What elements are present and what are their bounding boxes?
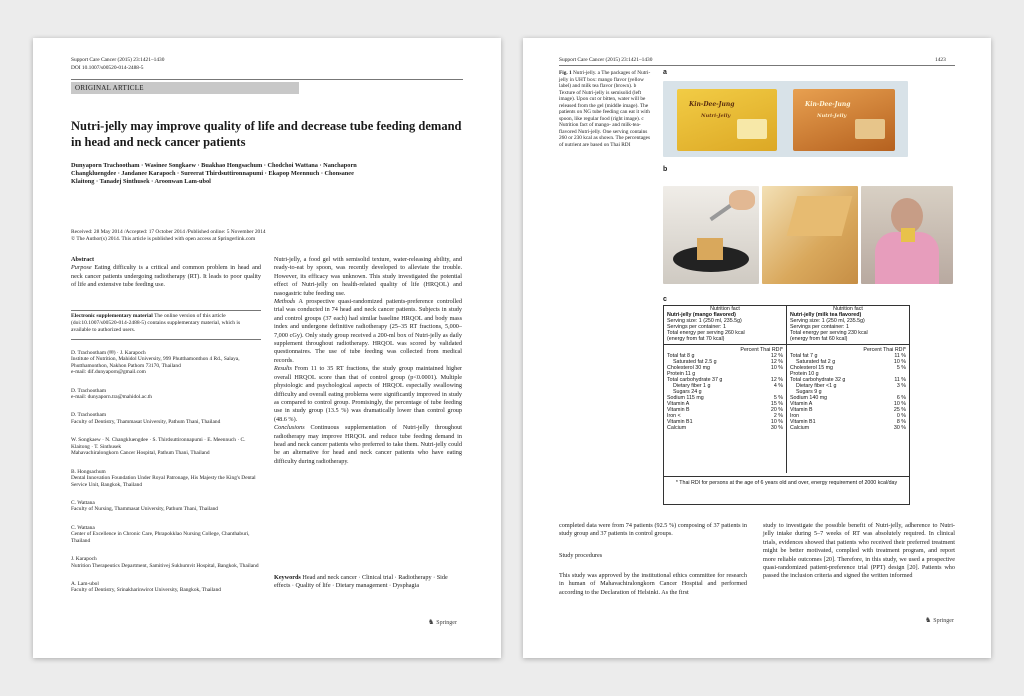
nutrient-rdi-value: 10 % xyxy=(770,419,783,425)
energy-from-fat: (energy from fat 70 kcal) xyxy=(667,336,725,342)
nutrient-name: Calcium xyxy=(667,425,687,431)
nutrient-name: Vitamin B xyxy=(667,407,690,413)
nutrient-row xyxy=(787,425,909,431)
panel-c-label: c xyxy=(663,296,667,303)
abstract-methods xyxy=(274,298,462,365)
jelly-cube-image xyxy=(737,119,767,139)
servings-per-container: Servings per container: 1 xyxy=(790,324,849,330)
jelly-box-image xyxy=(901,228,915,242)
affiliation-item: C. Wattana Center of Excellence in Chronic Care, Phrapokklao Nursing College, Chanthaburi, Thailand xyxy=(71,524,250,544)
received-dates: Received: 28 May 2014 /Accepted: 17 October 2014 /Published online: 5 November 2014 xyxy=(71,229,266,235)
publisher-logo xyxy=(925,616,954,624)
esm-rule xyxy=(71,310,261,311)
nutrient-rdi-value: 4 % xyxy=(773,383,783,389)
nutrient-rdi-value: 20 % xyxy=(770,407,783,413)
nutrition-column-milktea xyxy=(787,306,909,473)
affiliation-item: J. Karapoch Nutrition Therapeutics Department, Samitivej Sukhumvit Hospital, Bangkok, Thailand xyxy=(71,556,259,569)
nutrient-name: Protein 11 g xyxy=(667,371,696,377)
nutrition-title: Nutrition fact xyxy=(710,306,740,312)
results-label: Results xyxy=(274,365,292,373)
doi[interactable]: DOI 10.1007/s00520-014-2488-5 xyxy=(71,65,144,71)
nutrition-rows xyxy=(787,353,909,431)
nutrient-name: Total carbohydrate 32 g xyxy=(790,377,846,383)
affiliation-rule xyxy=(71,339,261,340)
servings-per-container: Servings per container: 1 xyxy=(667,324,726,330)
nutrient-name: Cholesterol 30 mg xyxy=(667,365,710,371)
nutrient-name: Sugars 24 g xyxy=(673,389,702,395)
nutrition-divider xyxy=(664,344,786,345)
springer-horse-icon: ♞ xyxy=(428,618,435,626)
nutrition-header xyxy=(787,312,909,342)
nutrient-rdi-value: 30 % xyxy=(893,425,906,431)
methods-text: A prospective quasi-randomized patients-preference controlled trial was conducted in 74 head and neck cancer patients. Subjects in study and control groups (37 each) had similar baseline HRQOL and body mass index and undergone definitive radiotherapy (25–35 RT fractions, 5,000–7,000 cGy). Only study group received a 200-ml box of Nutri-jelly as daily supplement throughout radiotherapy. HRQOL was scored by validated questionnaires. The use of tube feeding was collected from medical records. xyxy=(274,298,462,364)
journal-citation: Support Care Cancer (2015) 23:1421–1430 xyxy=(71,57,165,63)
nutrient-rdi-value: 2 % xyxy=(773,413,783,419)
nutrient-rdi-value: 10 % xyxy=(893,359,906,365)
nutrient-name: Vitamin B xyxy=(790,407,813,413)
nutrient-name: Protein 10 g xyxy=(790,371,819,377)
body-left-para1: completed data were from 74 patients (92.5 %) composing of 37 patients in study group and 37 patients in control groups. xyxy=(559,522,747,538)
nutrient-rdi-value: 15 % xyxy=(770,401,783,407)
keywords-text: Head and neck cancer · Clinical trial · Radiotherapy · Side effects · Quality of life · Dietary management · Dysphagia xyxy=(274,574,448,590)
keywords xyxy=(274,574,462,591)
nutrient-rdi-value: 12 % xyxy=(770,377,783,383)
author-list: Dunyaporn Trachootham · Wasinee Songkaew · Buakhao Hongsachum · Chodchoi Wattana · Nanchaporn Changkluengdee · Jandanee Karapoch · Sureerat Thirdsuttironnapumi · Ekapop Meennuch · Chonsanee Klaitong · Tanadej Sinthusek · Aroonwan Lam-ubol xyxy=(71,162,357,186)
nutrient-rdi-value: 11 % xyxy=(894,377,906,383)
nutrient-name: Vitamin B1 xyxy=(790,419,816,425)
affiliation-item: D. Trachootham Faculty of Dentistry, Thammasat University, Pathum Thani, Thailand xyxy=(71,412,221,425)
package-subtitle: Nutri-Jelly xyxy=(817,113,847,119)
nutrient-name: Total fat 7 g xyxy=(790,353,818,359)
product-name: Nutri-jelly (milk tea flavored) xyxy=(790,312,862,318)
nutrition-header xyxy=(664,312,786,342)
package-subtitle: Nutri-Jelly xyxy=(701,113,731,119)
affiliation-item: B. Hongsachum Dental Innovation Foundation Under Royal Patronage, His Majesty the King's Dental Service Unit, Bangkok, Thailand xyxy=(71,468,256,488)
nutrient-name: Vitamin B1 xyxy=(667,419,693,425)
nutrient-rdi-value: 10 % xyxy=(770,365,783,371)
publisher-logo xyxy=(428,618,457,626)
rdi-heading: Percent Thai RDI* xyxy=(863,347,906,353)
package-brand: Kin-Dee-Jung xyxy=(689,101,735,108)
energy-from-fat: (energy from fat 60 kcal) xyxy=(790,336,848,342)
nutrient-rdi-value: 12 % xyxy=(770,359,783,365)
abstract-left-column xyxy=(71,256,261,290)
nutrient-rdi-value: 5 % xyxy=(896,365,906,371)
nutrition-title: Nutrition fact xyxy=(833,306,863,312)
affiliations xyxy=(71,343,261,606)
esm-note xyxy=(71,313,261,335)
nutrient-name: Calcium xyxy=(790,425,810,431)
purpose-text: Eating difficulty is a critical and common problem in head and neck cancer patients undergoing radiotherapy (RT). It leads to poor quality of life and extensive tube feeding use. xyxy=(71,264,262,289)
nutrient-row xyxy=(664,425,786,431)
jelly-block-image xyxy=(787,196,853,236)
nutrition-column-mango xyxy=(664,306,787,473)
article-type-banner: ORIGINAL ARTICLE xyxy=(71,82,299,94)
nutrient-name: Vitamin A xyxy=(790,401,813,407)
package-brand: Kin-Dee-Jung xyxy=(805,101,851,108)
publisher-name: Springer xyxy=(933,618,954,624)
energy: Total energy per serving 260 kcal xyxy=(667,330,745,336)
keywords-label: Keywords xyxy=(274,574,301,581)
nutrient-name: Sodium 115 mg xyxy=(667,395,704,401)
nutrient-name: Saturated fat 2.5 g xyxy=(673,359,717,365)
page-number: 1423 xyxy=(935,57,946,63)
jelly-on-plate-photo xyxy=(663,186,759,284)
header-rule xyxy=(559,65,955,66)
nutrient-name: Cholesterol 15 mg xyxy=(790,365,833,371)
jelly-texture-photo xyxy=(762,186,858,284)
nutrient-name: Vitamin A xyxy=(667,401,690,407)
hand-image xyxy=(729,190,755,210)
affiliation-item: W. Songkaew · N. Changkluengdee · S. Thirdsuttironnapumi · E. Meennuch · C. Klaitong · T. Sinthusek Mahavachiralongkorn Cancer Hospital, Pathum Thani, Thailand xyxy=(71,437,246,457)
abstract-conclusions xyxy=(274,424,462,466)
conclusions-label: Conclusions xyxy=(274,424,305,432)
patient-eating-photo xyxy=(861,186,953,284)
article-title: Nutri-jelly may improve quality of life and decrease tube feeding demand in head and neck cancer patients xyxy=(71,119,462,149)
nutrient-name: Dietary fiber 1 g xyxy=(673,383,711,389)
page-left xyxy=(33,38,501,658)
nutrient-rdi-value: 10 % xyxy=(893,401,906,407)
body-left-para2: This study was approved by the institutional ethics committee for research in human of Mahavachiralongkorn Cancer Hospital and performed according to the Declaration of Helsinki. As the first xyxy=(559,572,747,596)
publisher-name: Springer xyxy=(436,620,457,626)
open-access-note: © The Author(s) 2014. This article is published with open access at Springerlink.com xyxy=(71,236,256,242)
serving-size: Serving size: 1 (250 ml, 235.5g) xyxy=(667,318,742,324)
nutrient-name: Sugars 9 g xyxy=(796,389,822,395)
esm-text: The online version of this article (doi:10.1007/s00520-014-2488-5) contains supplementary material, which is available to authorized users. xyxy=(71,313,241,334)
nutrition-facts-table xyxy=(663,305,910,505)
nutrient-rdi-value: 5 % xyxy=(773,395,783,401)
nutrient-rdi-value: 0 % xyxy=(896,413,906,419)
nutrient-rdi-value: 12 % xyxy=(770,353,783,359)
figure-caption-text: Nutri-jelly. a The packages of Nutri-jelly in UHT box: mango flavor (yellow label) and milk tea flavor (brown). b Texture of Nutri-jelly is semisolid (left image). Upon cut or bitten, water will be released from the gel (middle image). The patients on NG tube feeding can eat it with spoon, like regular food (right image). c Nutrition fact of mango- and milk-tea-flavored Nutri-jelly. One serving contains 260 or 230 kcal as shown. The percentages of nutrient are based on Thai RDI xyxy=(559,70,651,148)
abstract-right-column xyxy=(274,256,462,466)
product-name: Nutri-jelly (mango flavored) xyxy=(667,312,736,318)
abstract-intro: Nutri-jelly, a food gel with semisolid texture, water-releasing ability, and ready-to-eat by spoon, was recently developed to alleviate the trouble. However, its efficacy was unknown. This study investigated the potential effect of Nutri-jelly on health-related quality of life (HRQOL) and nasogastric tube feeding use. xyxy=(274,256,462,297)
section-heading: Study procedures xyxy=(559,552,603,559)
methods-label: Methods xyxy=(274,298,296,306)
rdi-footnote: * Thai RDI for persons at the age of 6 years old and over, energy requirement of 2000 kcal/day xyxy=(664,476,909,486)
figure-label: Fig. 1 xyxy=(559,70,572,76)
nutrient-name: Sodium 140 mg xyxy=(790,395,828,401)
nutrient-name: Dietary fiber <1 g xyxy=(796,383,837,389)
purpose-label: Purpose xyxy=(71,264,92,272)
affiliation-item: D. Trachootham (✉) · J. Karapoch Institute of Nutrition, Mahidol University, 999 Phutthamonthon 4 Rd., Salaya, Phutthamonthon, Nakhon Pathom 73170, Thailand e-mail: dif.dunyaporn@gmail.com xyxy=(71,349,240,376)
header-rule xyxy=(71,79,463,80)
nutrient-name: Iron < xyxy=(667,413,681,419)
nutrient-rdi-value: 30 % xyxy=(770,425,783,431)
nutrient-rdi-value: 25 % xyxy=(893,407,906,413)
affiliation-item: D. Trachootham e-mail: dunyaporn.tra@mahidol.ac.th xyxy=(71,387,153,401)
nutrition-divider xyxy=(787,344,909,345)
mango-package xyxy=(677,89,777,151)
esm-label: Electronic supplementary material xyxy=(71,313,153,319)
nutrient-name: Total carbohydrate 37 g xyxy=(667,377,723,383)
affiliation-item: C. Wattana Faculty of Nursing, Thammasat University, Pathum Thani, Thailand xyxy=(71,499,218,513)
milktea-package xyxy=(793,89,895,151)
rdi-heading: Percent Thai RDI* xyxy=(740,347,783,353)
affiliation-item: A. Lam-ubol Faculty of Dentistry, Srinakharinwirot University, Bangkok, Thailand xyxy=(71,580,221,594)
abstract-purpose xyxy=(71,264,261,289)
jelly-cube-image xyxy=(855,119,885,139)
nutrient-rdi-value: 11 % xyxy=(894,353,906,359)
nutrient-name: Saturated fat 2 g xyxy=(796,359,836,365)
panel-b-label: b xyxy=(663,166,668,173)
abstract-results xyxy=(274,365,462,424)
nutrient-rdi-value: 6 % xyxy=(896,395,906,401)
nutrient-name: Total fat 8 g xyxy=(667,353,695,359)
energy: Total energy per serving 230 kcal xyxy=(790,330,868,336)
nutrient-rdi-value: 8 % xyxy=(896,419,906,425)
page-right xyxy=(523,38,991,658)
nutrition-rows xyxy=(664,353,786,431)
abstract-heading: Abstract xyxy=(71,256,95,263)
conclusions-text: Continuous supplementation of Nutri-jelly throughout radiotherapy may improve HRQOL and reduce tube feeding demand in head and neck cancer patients who preferred to take them. Nutri-jelly could be an alternative for head and neck cancer patients who have eating difficulty during radiotherapy. xyxy=(274,424,462,465)
results-text: From 11 to 35 RT fractions, the study group maintained higher overall HRQOL score than that of control group (p<0.0001). Multiple physiologic and psychological aspects of HRQOL especially swallowing difficulty and overall eating problems were significantly improved in study as compared to control group. Promisingly, the percentage of tube feeding use in study group (13.5 %) was dramatically lower than control group (48.6 %). xyxy=(274,365,463,423)
springer-horse-icon: ♞ xyxy=(925,616,932,624)
body-right-para: study to investigate the possible benefit of Nutri-jelly, adherence to Nutri-jelly intake during 5–7 weeks of RT was absolutely required. In clinical trials, evidences showed that patients who received their preferred treatment might be better motivated, complied with treatment program, and report more reliable outcomes [20]. Therefore, in this study, we used a prospective quasi-randomized patient-preference trial (PPT) design [20]. Patients who passed the inclusion criteria and signed the written informed xyxy=(763,522,955,580)
figure-caption xyxy=(559,70,651,148)
nutrient-name: Iron xyxy=(790,413,800,419)
jelly-piece-image xyxy=(697,238,723,260)
serving-size: Serving size: 1 (250 ml, 235.5g) xyxy=(790,318,865,324)
panel-a-label: a xyxy=(663,69,667,76)
journal-citation: Support Care Cancer (2015) 23:1421–1430 xyxy=(559,57,653,63)
package-photo xyxy=(663,81,908,157)
nutrient-rdi-value: 3 % xyxy=(896,383,906,389)
